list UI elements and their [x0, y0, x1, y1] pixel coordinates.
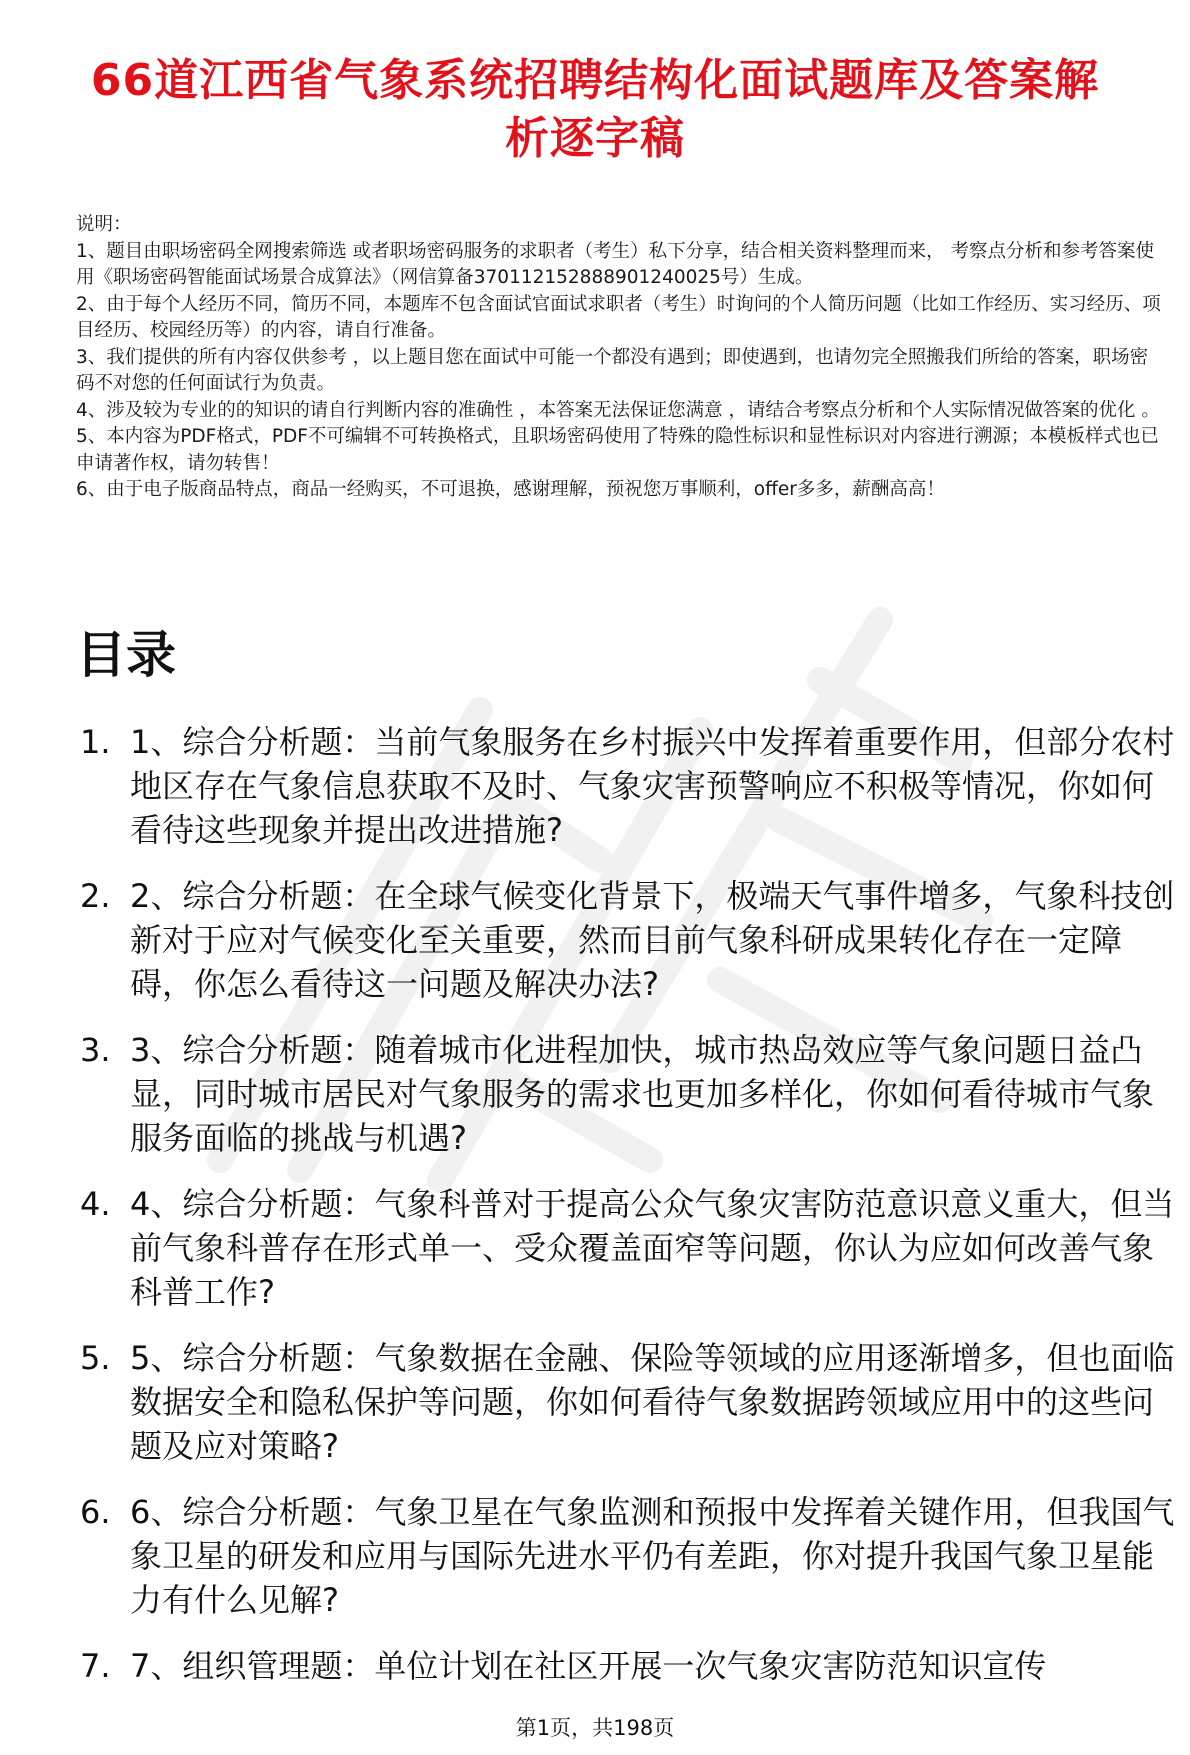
toc-item-number: 7. — [80, 1647, 111, 1685]
note-item: 2、由于每个人经历不同，简历不同，本题库不包含面试官面试求职者（考生）时询问的个人简历问题（比如工作经历、实习经历、项目经历、校园经历等）的内容，请自行准备。 — [76, 293, 1161, 341]
toc-item-number: 3. — [80, 1031, 111, 1069]
notes-section — [76, 212, 1166, 504]
toc-item-text: 4、综合分析题：气象科普对于提高公众气象灾害防范意识意义重大，但当前气象科普存在形式单一、受众覆盖面窄等问题，你认为应如何改善气象科普工作? — [130, 1185, 1175, 1311]
toc-item[interactable] — [76, 720, 1176, 852]
toc-item-text: 3、综合分析题：随着城市化进程加快，城市热岛效应等气象问题日益凸显，同时城市居民对气象服务的需求也更加多样化，你如何看待城市气象服务面临的挑战与机遇? — [130, 1031, 1155, 1157]
toc-item[interactable] — [76, 1644, 1176, 1688]
toc-item-number: 4. — [80, 1185, 111, 1223]
toc-item-text: 7、组织管理题：单位计划在社区开展一次气象灾害防范知识宣传 — [130, 1647, 1047, 1685]
note-item: 6、由于电子版商品特点，商品一经购买，不可退换，感谢理解，预祝您万事顺利，offer多多，薪酬高高！ — [76, 479, 945, 500]
toc-item-text: 1、综合分析题：当前气象服务在乡村振兴中发挥着重要作用，但部分农村地区存在气象信息获取不及时、气象灾害预警响应不积极等情况，你如何看待这些现象并提出改进措施? — [130, 723, 1175, 849]
note-item: 4、涉及较为专业的的知识的请自行判断内容的准确性 ，本答案无法保证您满意 ，请结合考察点分析和个人实际情况做答案的优化 。 — [76, 399, 1160, 421]
toc-item-number: 2. — [80, 877, 111, 915]
toc-item[interactable] — [76, 1336, 1176, 1468]
toc-item-text: 6、综合分析题：气象卫星在气象监测和预报中发挥着关键作用，但我国气象卫星的研发和应用与国际先进水平仍有差距，你对提升我国气象卫星能力有什么见解? — [130, 1493, 1175, 1619]
toc-item[interactable] — [76, 874, 1176, 1006]
toc-heading: 目录 — [76, 626, 176, 684]
toc-item-number: 1. — [80, 723, 111, 761]
toc-item-text: 2、综合分析题：在全球气候变化背景下，极端天气事件增多，气象科技创新对于应对气候变化至关重要，然而目前气象科研成果转化存在一定障碍，你怎么看待这一问题及解决办法? — [130, 877, 1175, 1003]
toc-item-number: 5. — [80, 1339, 111, 1377]
document-title: 66道江西省气象系统招聘结构化面试题库及答案解析逐字稿 — [90, 55, 1100, 164]
toc-item-text: 5、综合分析题：气象数据在金融、保险等领域的应用逐渐增多，但也面临数据安全和隐私保护等问题，你如何看待气象数据跨领域应用中的这些问题及应对策略? — [130, 1339, 1175, 1465]
note-item: 3、我们提供的所有内容仅供参考 ，以上题目您在面试中可能一个都没有遇到；即使遇到，也请勿完全照搬我们所给的答案，职场密码不对您的任何面试行为负责。 — [76, 346, 1149, 394]
notes-heading: 说明： — [76, 214, 132, 235]
toc-item[interactable] — [76, 1182, 1176, 1314]
page-footer: 第1页，共198页 — [515, 1716, 675, 1740]
toc-item[interactable] — [76, 1490, 1176, 1622]
toc-list — [76, 720, 1176, 1710]
toc-item[interactable] — [76, 1028, 1176, 1160]
toc-item-number: 6. — [80, 1493, 111, 1531]
note-item: 1、题目由职场密码全网搜索筛选 或者职场密码服务的求职者（考生）私下分享，结合相关资料整理而来， 考察点分析和参考答案使用《职场密码智能面试场景合成算法》（网信算备370112152888901240025号）生成。 — [76, 240, 1155, 288]
note-item: 5、本内容为PDF格式，PDF不可编辑不可转换格式，且职场密码使用了特殊的隐性标识和显性标识对内容进行溯源；本模板样式也已申请著作权，请勿转售！ — [76, 426, 1159, 474]
